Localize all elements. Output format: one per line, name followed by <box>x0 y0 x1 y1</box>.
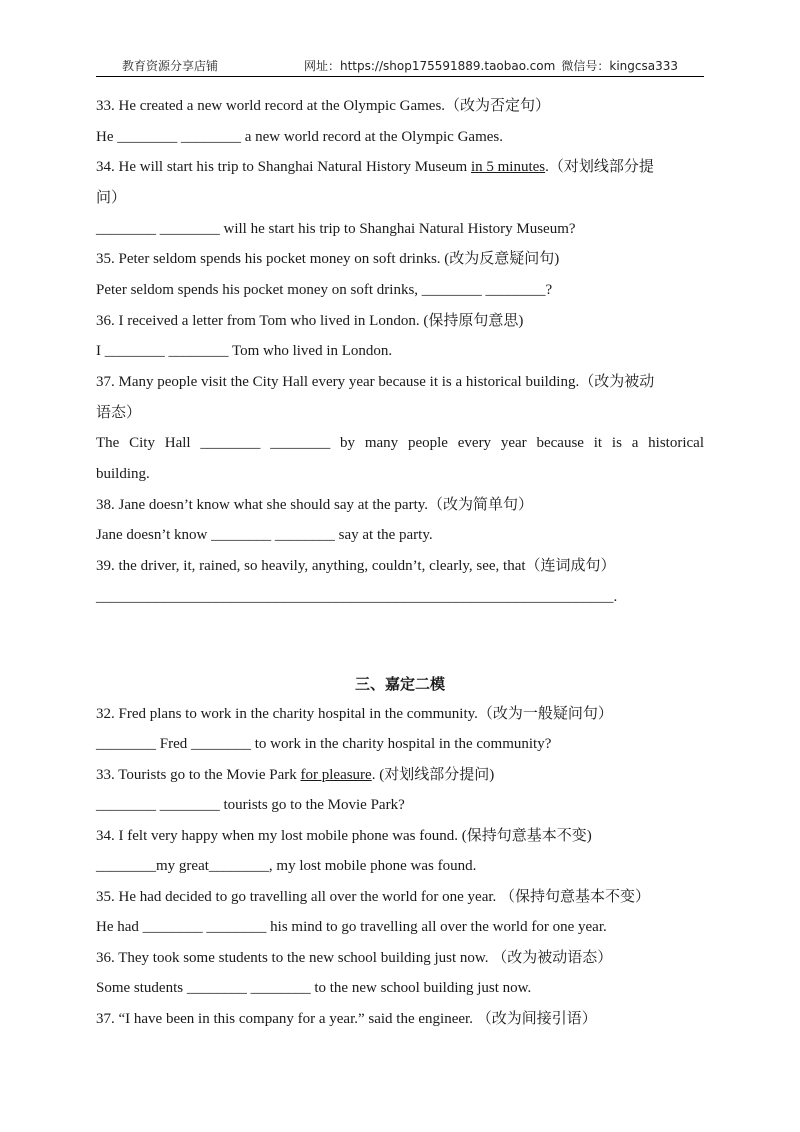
question-32: 32. Fred plans to work in the charity hospital in the community.（改为一般疑问句） <box>96 706 613 722</box>
question-34-continued: 问） <box>96 190 127 206</box>
page-header <box>96 56 704 77</box>
answer-39: _____________________________________________________________________. <box>96 589 618 605</box>
question-37: 37. Many people visit the City Hall every year because it is a historical building.（改为被动 <box>96 374 655 390</box>
question-33b-text: 33. Tourists go to the Movie Park <box>96 767 301 783</box>
question-34-text: 34. He will start his trip to Shanghai Natural History Museum <box>96 159 471 175</box>
question-33: 33. He created a new world record at the Olympic Games.（改为否定句） <box>96 98 551 114</box>
header-shop-name: 教育资源分享店铺 <box>122 59 219 73</box>
answer-35: Peter seldom spends his pocket money on soft drinks, ________ ________? <box>96 282 553 298</box>
section-title: 三、嘉定二模 <box>354 675 445 693</box>
answer-32: ________ Fred ________ to work in the charity hospital in the community? <box>96 736 552 752</box>
answer-33b: ________ ________ tourists go to the Movie Park? <box>96 797 405 813</box>
question-39: 39. the driver, it, rained, so heavily, anything, couldn’t, clearly, see, that（连词成句） <box>96 558 616 574</box>
header-wechat: 微信号：kingcsa333 <box>561 59 678 73</box>
question-34b: 34. I felt very happy when my lost mobile phone was found. (保持句意基本不变) <box>96 828 592 844</box>
question-37-continued: 语态） <box>96 405 142 421</box>
underlined-phrase: in 5 minutes <box>470 159 546 175</box>
question-34-instruction: .（对划线部分提 <box>545 159 654 175</box>
question-35: 35. Peter seldom spends his pocket money on soft drinks. (改为反意疑问句) <box>96 251 560 267</box>
header-url: 网址：https://shop175591889.taobao.com <box>304 59 556 73</box>
question-36: 36. I received a letter from Tom who lived in London. (保持原句意思) <box>96 313 524 329</box>
question-36b: 36. They took some students to the new school building just now. （改为被动语态） <box>96 950 613 966</box>
answer-36b: Some students ________ ________ to the new school building just now. <box>96 980 532 996</box>
answer-37-continued: building. <box>96 466 150 482</box>
question-35b: 35. He had decided to go travelling all over the world for one year. （保持句意基本不变） <box>96 889 651 905</box>
question-37b: 37. “I have been in this company for a year.” said the engineer. （改为间接引语） <box>96 1011 597 1027</box>
question-38: 38. Jane doesn’t know what she should say at the party.（改为简单句） <box>96 497 534 513</box>
answer-38: Jane doesn’t know ________ ________ say at the party. <box>96 527 433 543</box>
question-34 <box>96 157 704 177</box>
answer-33: He ________ ________ a new world record at the Olympic Games. <box>96 129 503 145</box>
answer-36: I ________ ________ Tom who lived in London. <box>96 343 393 359</box>
answer-35b: He had ________ ________ his mind to go travelling all over the world for one year. <box>96 919 607 935</box>
answer-34b: ________my great________, my lost mobile phone was found. <box>96 858 477 874</box>
question-33b-instruction: . (对划线部分提问) <box>371 767 495 783</box>
question-33b <box>96 765 704 785</box>
answer-34: ________ ________ will he start his trip to Shanghai Natural History Museum? <box>96 221 576 237</box>
underlined-phrase: for pleasure <box>300 767 372 783</box>
answer-37: The City Hall ________ ________ by many people every year because it is a historical <box>96 435 704 451</box>
